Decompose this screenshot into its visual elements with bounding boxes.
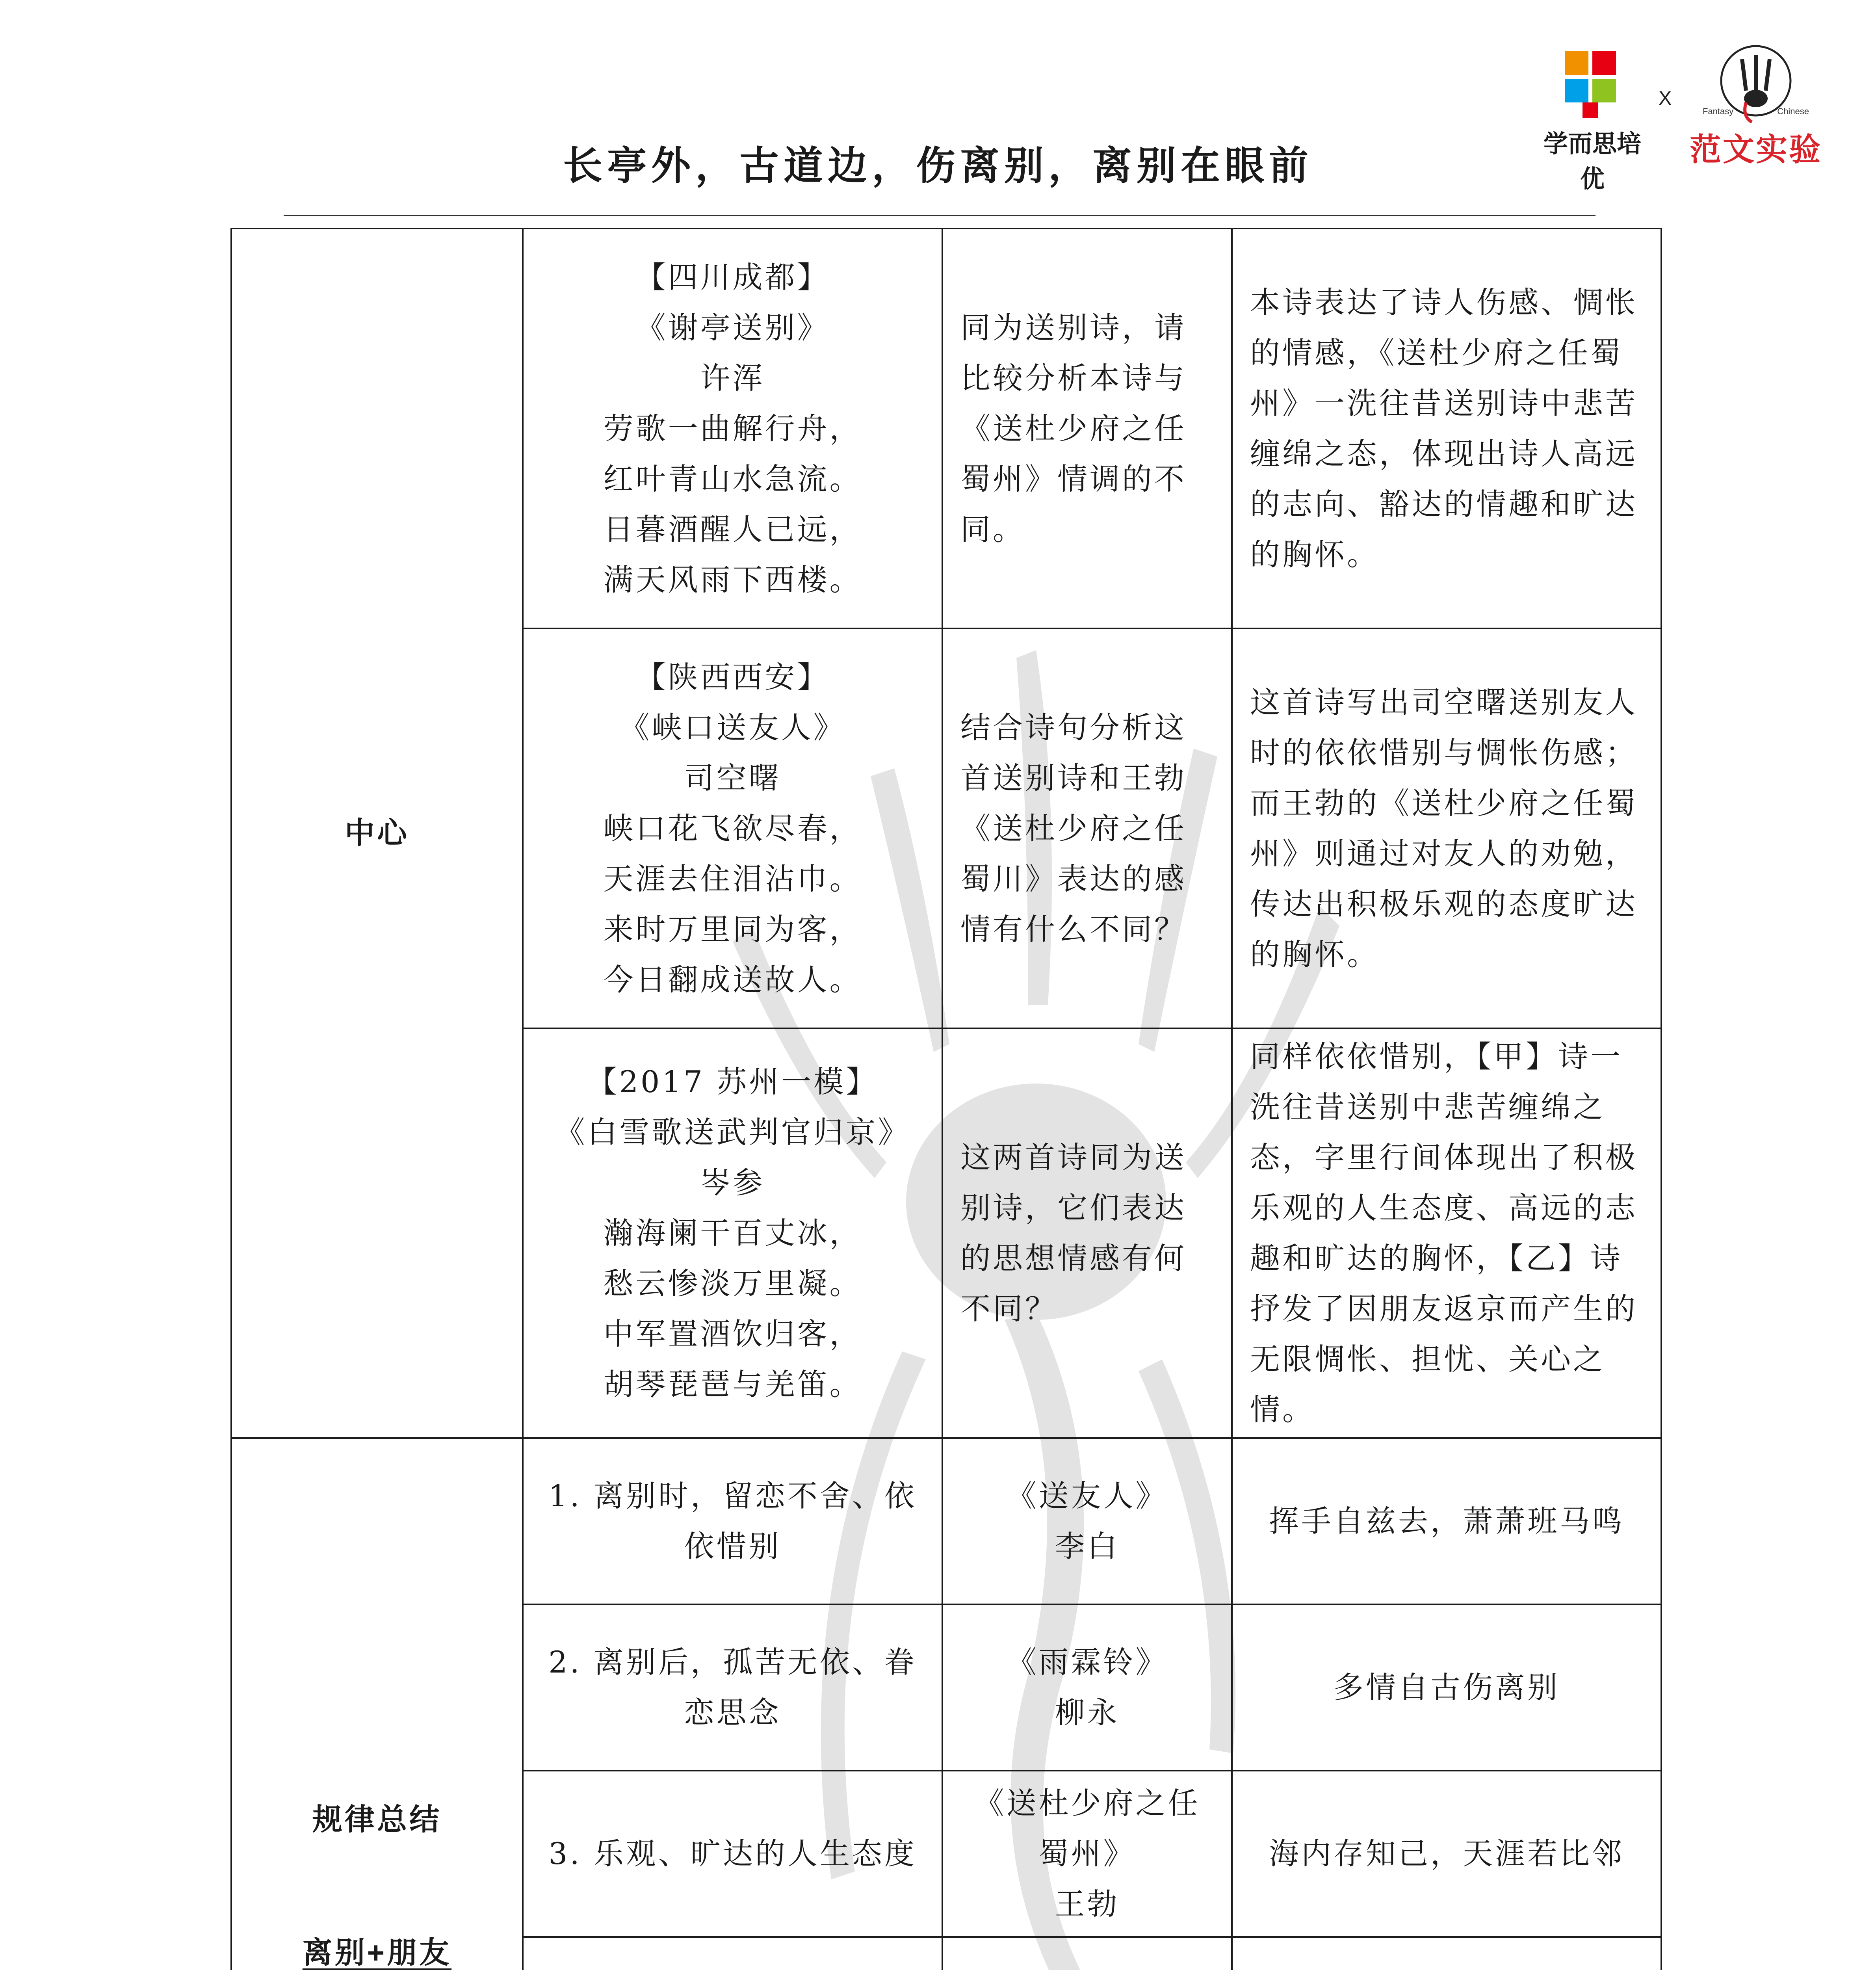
poem-line: 日暮酒醒人已远， [603,511,862,547]
poem-line: 天涯去住泪沾巾。 [603,861,862,896]
poem-line: 岑参 [700,1165,765,1200]
quote-line: 挥手自兹去，萧萧班马鸣 [1269,1504,1624,1539]
poem-line: 【陕西西安】 [635,659,830,695]
poem-line: 来时万里同为客， [603,911,862,947]
poem-line: 红叶青山水急流。 [603,461,862,496]
answer-cell: 本诗表达了诗人伤感、惆怅的情感，《送杜少府之任蜀州》一洗往昔送别诗中悲苦缠绵之态，体现出诗人高远的志向、豁达的情趣和旷达的胸怀。 [1232,229,1661,628]
summary-line-cell [1232,1438,1661,1604]
poem-cell [523,229,942,628]
poem-line: 瀚海阑干百丈冰， [603,1215,862,1251]
center-label: 中心 [345,816,409,850]
poem-line: 【2017 苏州一模】 [587,1064,879,1099]
title-divider [284,215,1596,216]
summary-work-cell [942,1438,1232,1604]
summary-point-cell: 3. 乐观、旷达的人生态度 [523,1771,942,1937]
summary-work-cell [942,1771,1232,1937]
poem-line: 峡口花飞欲尽春， [603,810,862,846]
summary-work-cell [942,1937,1232,1970]
summary-point-cell [523,1937,942,1970]
work-author: 王勃 [1055,1886,1120,1922]
summary-work-cell [942,1604,1232,1771]
poem-line: 《白雪歌送武判官归京》 [555,1115,910,1150]
poem-line: 《谢亭送别》 [635,310,830,345]
center-category-cell [231,229,523,1438]
poem-line: 劳歌一曲解行舟， [603,411,862,446]
brand-separator: X [1659,87,1672,109]
summary-spacer [249,1845,505,1928]
question-cell: 同为送别诗，请比较分析本诗与《送杜少府之任蜀州》情调的不同。 [942,229,1232,628]
poem-line: 《峡口送友人》 [619,710,846,745]
center-row-1 [231,229,1661,628]
summary-point-cell: 2. 离别后，孤苦无依、眷恋思念 [523,1604,942,1771]
xueersi-name: 学而思培优 [1543,130,1641,193]
work-author: 李白 [1055,1529,1120,1564]
summary-line-cell [1232,1604,1661,1771]
poem-cell [523,1028,942,1438]
fantasy-chinese-tag [1703,106,1809,117]
poem-line: 今日翻成送故人。 [603,962,862,997]
poem-line: 满天风雨下西楼。 [603,562,862,597]
work-author: 柳永 [1055,1695,1120,1730]
summary-point-cell: 1. 离别时，留恋不舍、依依惜别 [523,1438,942,1604]
answer-cell: 这首诗写出司空曙送别友人时的依依惜别与惆怅伤感；而王勃的《送杜少府之任蜀州》则通过对友人的劝勉，传达出积极乐观的态度旷达的胸怀。 [1232,628,1661,1028]
work-title: 《雨霖铃》 [1006,1645,1168,1680]
work-title: 《送友人》 [1006,1478,1168,1513]
poem-cell [523,628,942,1028]
poem-line: 许浑 [700,360,765,396]
poem-line: 司空曙 [684,760,781,795]
tag-fantasy: Fantasy [1703,106,1734,116]
question-cell: 这两首诗同为送别诗，它们表达的思想情感有何不同？ [942,1028,1232,1438]
work-title: 《送杜少府之任蜀州》 [974,1786,1200,1871]
poem-line: 愁云惨淡万里凝。 [603,1266,862,1301]
question-cell: 结合诗句分析这首送别诗和王勃《送杜少府之任蜀川》表达的感情有什么不同？ [942,628,1232,1028]
poem-line: 中军置酒饮归客， [603,1316,862,1351]
quote-line: 多情自古伤离别 [1334,1670,1560,1705]
xueersi-mark-icon [1565,51,1620,118]
summary-sub-1: 离别+朋友 [302,1936,452,1970]
summary-category-cell [231,1438,523,1970]
poem-line: 胡琴琵琶与羌笛。 [603,1367,862,1402]
tag-chinese: Chinese [1777,106,1809,116]
poem-line: 【四川成都】 [635,259,830,295]
summary-label: 规律总结 [312,1803,442,1836]
summary-line-cell [1232,1771,1661,1937]
quote-line: 海内存知己，天涯若比邻 [1269,1836,1624,1871]
summary-line-cell [1232,1937,1661,1970]
summary-row-1 [231,1438,1661,1604]
fanwen-name: 范文实验 [1690,132,1822,167]
page-title: 长亭外，古道边，伤离别，离别在眼前 [563,142,1313,189]
answer-cell: 同样依依惜别，【甲】诗一洗往昔送别中悲苦缠绵之态，字里行间体现出了积极乐观的人生态度、高远的志趣和旷达的胸怀，【乙】诗抒发了因朋友返京而产生的无限惆怅、担忧、关心之情。 [1232,1028,1661,1438]
poem-analysis-table [230,228,1662,1970]
